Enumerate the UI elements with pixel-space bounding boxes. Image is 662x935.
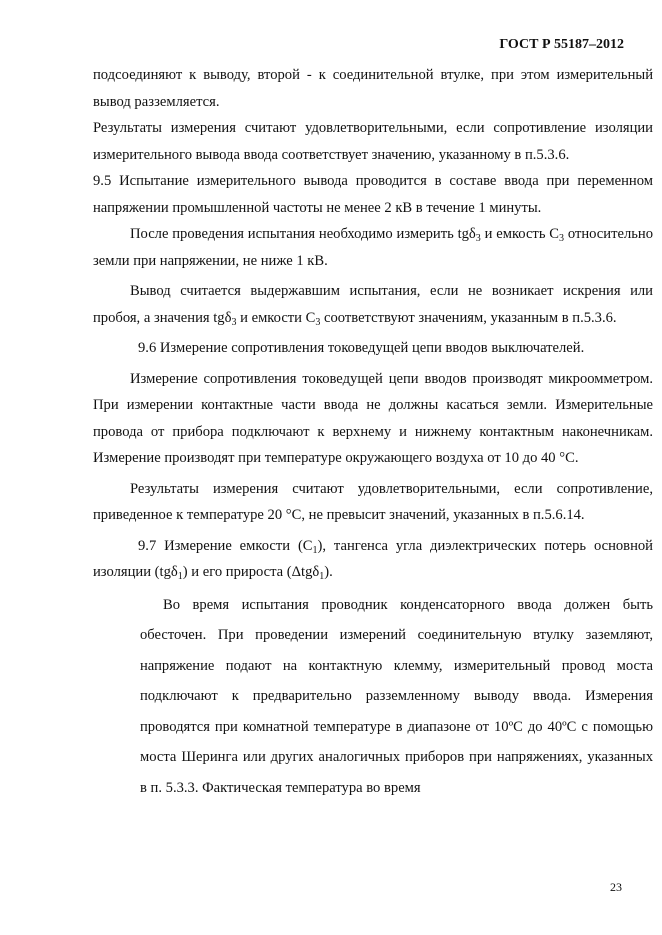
paragraph-9-5: 9.5 Испытание измерительного вывода проводится в составе ввода при переменном напряжении промышленной частоты не менее 2 кВ в течение 1 минуты. xyxy=(93,173,653,216)
paragraph-9-6-heading: 9.6 Измерение сопротивления токоведущей цепи вводов выключателей. xyxy=(138,340,585,356)
paragraph-withstood: Вывод считается выдержавшим испытания, если не возникает искрения или пробоя, а значения tgδ$_3$ и емкости $С_3$ соответствуют значениям, указанным в п.5.3.6. xyxy=(93,283,653,328)
paragraph-results-resistance: Результаты измерения считают удовлетворительными, если сопротивление, приведенное к температуре 20 °С, не превысит значений, указанных в п.5.6.14. xyxy=(93,480,653,523)
paragraph-after-test: После проведения испытания необходимо измерить tgδ$_3$ и емкость $С_3$ относительно земли при напряжении, не ниже 1 кВ. xyxy=(93,226,653,269)
page-body xyxy=(93,62,653,803)
paragraph-test-procedure: Во время испытания проводник конденсаторного ввода должен быть обесточен. При проведении измерений соединительную втулку заземляют, напряжение подают на контактную клемму, измерительный провод моста подключают к предварительно разземленному выводу ввода. Измерения проводятся при комнатной температуре в диапазоне от 10ºС до 40ºС с помощью моста Шеринга или других аналогичных приборов при напряжениях, указанных в п. 5.3.3. Фактическая температура во время xyxy=(140,596,653,796)
paragraph-resistance-measurement: Измерение сопротивления токоведущей цепи вводов производят микроомметром. При измерении контактные части ввода не должны касаться земли. Измерительные провода от прибора подключают к верхнему и нижнему контактным наконечникам. Измерение производят при температуре окружающего воздуха от 10 до 40 °С. xyxy=(93,370,653,466)
paragraph-9-7-heading: 9.7 Измерение емкости $(С_1)$, тангенса угла диэлектрических потерь основной изоляции (tgδ$_1$) и его прироста (Δtgδ$_1$). xyxy=(93,537,653,582)
document-standard-header: ГОСТ Р 55187–2012 xyxy=(499,37,624,52)
paragraph-results-insulation: Результаты измерения считают удовлетворительными, если сопротивление изоляции измерительного вывода ввода соответствует значению, указанному в п.5.3.6. xyxy=(93,120,653,163)
page-number: 23 xyxy=(610,880,622,894)
paragraph-continuation: подсоединяют к выводу, второй - к соединительной втулке, при этом измерительный вывод разземляется. xyxy=(93,67,653,110)
